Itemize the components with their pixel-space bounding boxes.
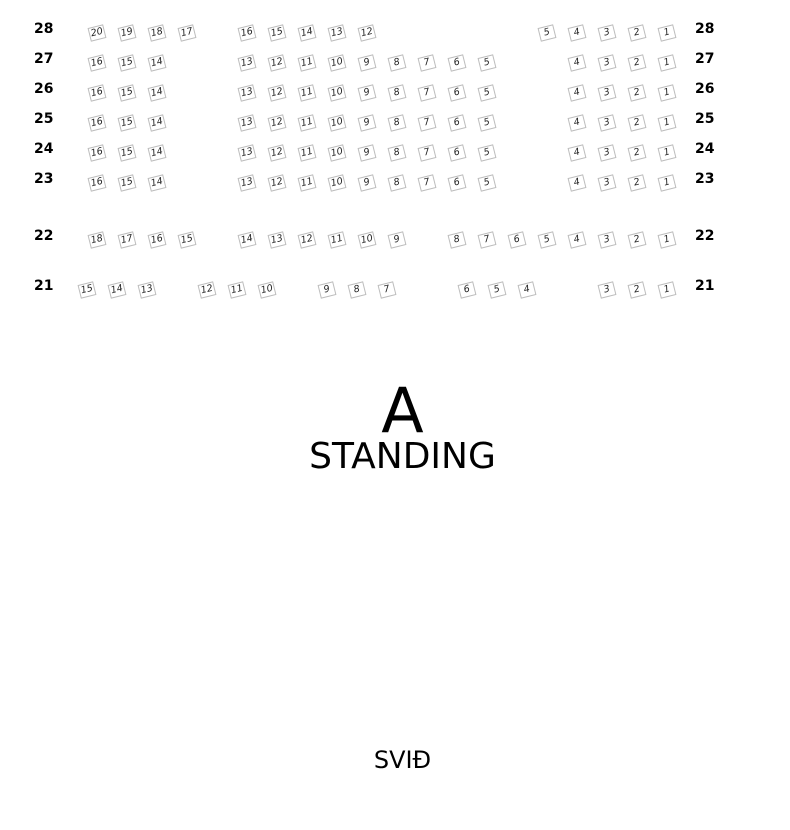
- seat[interactable]: 16: [88, 114, 107, 131]
- seat[interactable]: 13: [138, 281, 157, 298]
- seat[interactable]: 3: [598, 144, 617, 161]
- seat[interactable]: 12: [268, 174, 287, 191]
- seat[interactable]: 5: [478, 144, 497, 161]
- seat[interactable]: 6: [458, 281, 477, 298]
- seat[interactable]: 16: [88, 174, 107, 191]
- seat[interactable]: 8: [448, 231, 467, 248]
- seat[interactable]: 11: [298, 174, 317, 191]
- row-label-right: 25: [695, 111, 715, 127]
- seat[interactable]: 6: [448, 84, 467, 101]
- seat[interactable]: 2: [628, 231, 647, 248]
- seat[interactable]: 12: [268, 84, 287, 101]
- seat[interactable]: 14: [148, 114, 167, 131]
- seat[interactable]: 18: [148, 24, 167, 41]
- seat[interactable]: 1: [658, 231, 677, 248]
- seat[interactable]: 9: [358, 84, 377, 101]
- seat[interactable]: 2: [628, 281, 647, 298]
- seat[interactable]: 11: [328, 231, 347, 248]
- seat[interactable]: 2: [628, 144, 647, 161]
- seat[interactable]: 14: [148, 174, 167, 191]
- seat[interactable]: 1: [658, 84, 677, 101]
- standing-area-label[interactable]: STANDING: [309, 436, 496, 477]
- seat[interactable]: 10: [328, 84, 347, 101]
- seat[interactable]: 12: [198, 281, 217, 298]
- seat[interactable]: 8: [388, 144, 407, 161]
- seat[interactable]: 4: [518, 281, 537, 298]
- seat[interactable]: 13: [238, 54, 257, 71]
- row-label-left: 24: [34, 141, 54, 157]
- seat[interactable]: 9: [358, 144, 377, 161]
- seat[interactable]: 15: [178, 231, 197, 248]
- seat[interactable]: 12: [268, 144, 287, 161]
- seat[interactable]: 11: [298, 54, 317, 71]
- seat[interactable]: 8: [388, 174, 407, 191]
- seat[interactable]: 14: [298, 24, 317, 41]
- seat[interactable]: 9: [388, 231, 407, 248]
- seat[interactable]: 7: [418, 174, 437, 191]
- seat[interactable]: 10: [328, 174, 347, 191]
- seat[interactable]: 4: [568, 174, 587, 191]
- seat[interactable]: 12: [268, 114, 287, 131]
- seat[interactable]: 15: [118, 174, 137, 191]
- seat[interactable]: 3: [598, 114, 617, 131]
- seat[interactable]: 14: [148, 54, 167, 71]
- section-letter: A: [381, 374, 424, 447]
- seat[interactable]: 16: [148, 231, 167, 248]
- row-label-left: 27: [34, 51, 54, 67]
- seat[interactable]: 15: [118, 144, 137, 161]
- row-label-right: 23: [695, 171, 715, 187]
- seat[interactable]: 14: [148, 144, 167, 161]
- seat[interactable]: 13: [238, 114, 257, 131]
- seat[interactable]: 3: [598, 281, 617, 298]
- stage-label: SVIÐ: [373, 746, 432, 774]
- seat[interactable]: 2: [628, 84, 647, 101]
- seat[interactable]: 5: [478, 54, 497, 71]
- seat[interactable]: 8: [388, 114, 407, 131]
- seat[interactable]: 2: [628, 24, 647, 41]
- seat[interactable]: 3: [598, 84, 617, 101]
- seat[interactable]: 8: [388, 84, 407, 101]
- seat[interactable]: 2: [628, 114, 647, 131]
- row-label-left: 26: [34, 81, 54, 97]
- seat[interactable]: 3: [598, 174, 617, 191]
- seat[interactable]: 7: [418, 84, 437, 101]
- seat[interactable]: 6: [448, 174, 467, 191]
- row-label-right: 27: [695, 51, 715, 67]
- seat[interactable]: 15: [268, 24, 287, 41]
- seat[interactable]: 3: [598, 24, 617, 41]
- seat[interactable]: 4: [568, 24, 587, 41]
- seat[interactable]: 10: [328, 144, 347, 161]
- row-label-right: 21: [695, 278, 715, 294]
- row-label-left: 25: [34, 111, 54, 127]
- seat[interactable]: 8: [348, 281, 367, 298]
- seat[interactable]: 10: [328, 114, 347, 131]
- seat[interactable]: 7: [418, 54, 437, 71]
- row-label-right: 28: [695, 21, 715, 37]
- seat[interactable]: 13: [328, 24, 347, 41]
- seat[interactable]: 9: [358, 174, 377, 191]
- seat[interactable]: 20: [88, 24, 107, 41]
- seat[interactable]: 13: [238, 84, 257, 101]
- seat[interactable]: 5: [538, 231, 557, 248]
- seat[interactable]: 13: [238, 174, 257, 191]
- seat[interactable]: 9: [358, 114, 377, 131]
- row-label-right: 22: [695, 228, 715, 244]
- seat[interactable]: 5: [478, 114, 497, 131]
- row-label-left: 28: [34, 21, 54, 37]
- seat[interactable]: 17: [178, 24, 197, 41]
- row-label-left: 23: [34, 171, 54, 187]
- seat[interactable]: 1: [658, 24, 677, 41]
- seat[interactable]: 3: [598, 231, 617, 248]
- seat[interactable]: 16: [238, 24, 257, 41]
- row-label-right: 24: [695, 141, 715, 157]
- seat[interactable]: 7: [418, 144, 437, 161]
- seat[interactable]: 19: [118, 24, 137, 41]
- seat[interactable]: 5: [488, 281, 507, 298]
- seat[interactable]: 11: [298, 114, 317, 131]
- seat[interactable]: 4: [568, 114, 587, 131]
- seat[interactable]: 11: [298, 84, 317, 101]
- seat[interactable]: 15: [78, 281, 97, 298]
- seat[interactable]: 16: [88, 84, 107, 101]
- seat[interactable]: 1: [658, 281, 677, 298]
- seat[interactable]: 9: [318, 281, 337, 298]
- seat[interactable]: 9: [358, 54, 377, 71]
- seat[interactable]: 4: [568, 144, 587, 161]
- seat[interactable]: 1: [658, 114, 677, 131]
- seat[interactable]: 4: [568, 231, 587, 248]
- seat[interactable]: 6: [448, 144, 467, 161]
- seat[interactable]: 10: [358, 231, 377, 248]
- seat[interactable]: 14: [148, 84, 167, 101]
- seat[interactable]: 2: [628, 174, 647, 191]
- seat[interactable]: 6: [508, 231, 527, 248]
- seat[interactable]: 5: [478, 84, 497, 101]
- seat[interactable]: 16: [88, 144, 107, 161]
- seat[interactable]: 10: [258, 281, 277, 298]
- seat[interactable]: 14: [108, 281, 127, 298]
- seat[interactable]: 8: [388, 54, 407, 71]
- seat[interactable]: 12: [268, 54, 287, 71]
- seat[interactable]: 11: [228, 281, 247, 298]
- seat[interactable]: 1: [658, 54, 677, 71]
- seat[interactable]: 15: [118, 114, 137, 131]
- seat[interactable]: 7: [478, 231, 497, 248]
- seat[interactable]: 10: [328, 54, 347, 71]
- seat[interactable]: 2: [628, 54, 647, 71]
- seat[interactable]: 11: [298, 144, 317, 161]
- seat[interactable]: 13: [238, 144, 257, 161]
- seat[interactable]: 16: [88, 54, 107, 71]
- seat[interactable]: 13: [268, 231, 287, 248]
- seat[interactable]: 6: [448, 54, 467, 71]
- seat[interactable]: 14: [238, 231, 257, 248]
- seat[interactable]: 7: [418, 114, 437, 131]
- seat[interactable]: 12: [358, 24, 377, 41]
- seat[interactable]: 15: [118, 54, 137, 71]
- seat[interactable]: 3: [598, 54, 617, 71]
- seat[interactable]: 12: [298, 231, 317, 248]
- row-label-right: 26: [695, 81, 715, 97]
- seat[interactable]: 1: [658, 174, 677, 191]
- seat[interactable]: 1: [658, 144, 677, 161]
- seat[interactable]: 15: [118, 84, 137, 101]
- seat[interactable]: 5: [478, 174, 497, 191]
- row-label-left: 22: [34, 228, 54, 244]
- seat[interactable]: 7: [378, 281, 397, 298]
- seat[interactable]: 4: [568, 54, 587, 71]
- row-label-left: 21: [34, 278, 54, 294]
- seat[interactable]: 4: [568, 84, 587, 101]
- seat[interactable]: 17: [118, 231, 137, 248]
- seat[interactable]: 6: [448, 114, 467, 131]
- seat[interactable]: 18: [88, 231, 107, 248]
- seat[interactable]: 5: [538, 24, 557, 41]
